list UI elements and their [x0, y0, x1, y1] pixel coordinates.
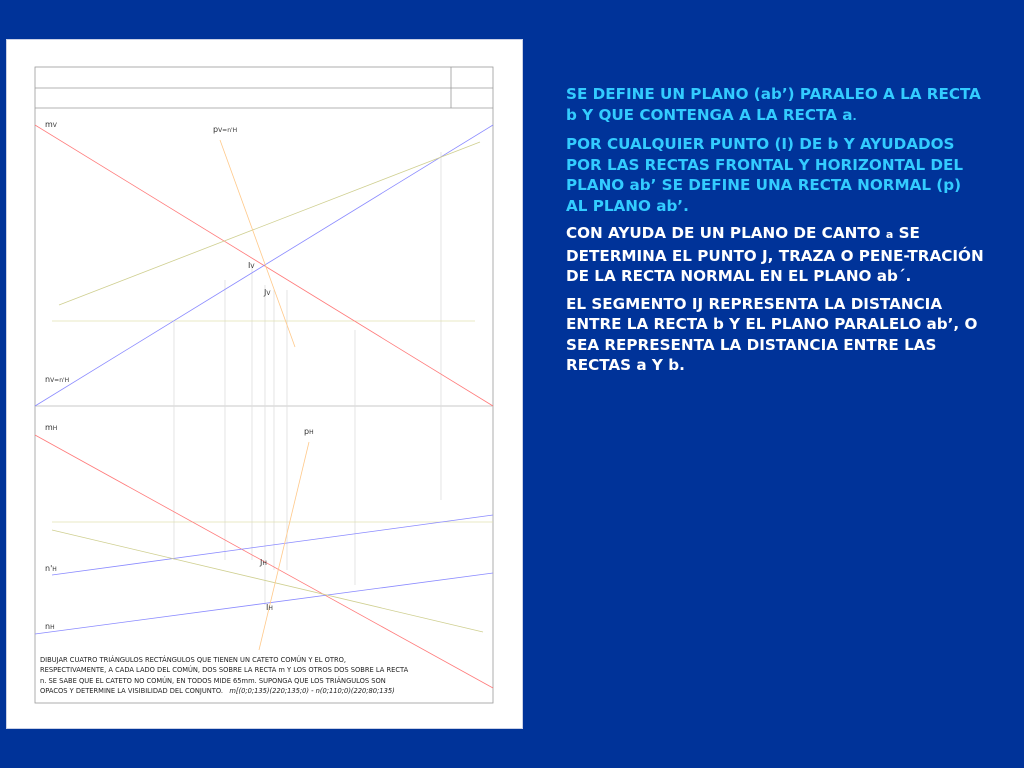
label-mh: mH	[45, 423, 58, 432]
sheet-frame	[35, 67, 493, 703]
line-nh	[35, 573, 493, 634]
explanation-text	[566, 84, 986, 383]
statement-line: RESPECTIVAMENTE, A CADA LADO DEL COMÚN, DOS SOBRE LA RECTA m Y LOS OTROS DOS SOBRE LA RECTA	[40, 666, 409, 675]
step-3-alpha: a	[885, 228, 894, 241]
label-jh: JH	[260, 558, 267, 567]
statement-line: DIBUJAR CUATRO TRIÁNGULOS RECTÁNGULOS QUE TIENEN UN CATETO COMÚN Y EL OTRO,	[40, 656, 346, 664]
border-frame	[35, 67, 493, 703]
descriptive-geometry-drawing	[7, 40, 522, 728]
label-iv: IV	[248, 261, 255, 270]
label-nh: nH	[45, 622, 55, 631]
step-1-text: SE DEFINE UN PLANO (ab’) PARALEO A LA RECTA b Y QUE CONTENGA A LA RECTA a	[566, 85, 981, 124]
explanation-step-3	[566, 223, 986, 287]
label-ih: IH	[266, 603, 273, 612]
label-nv: nV=n'H	[45, 375, 70, 384]
explanation-step-4: EL SEGMENTO IJ REPRESENTA LA DISTANCIA ENTRE LA RECTA b Y EL PLANO PARALELO ab’, O SEA REPRESENTA LA DISTANCIA ENTRE LAS RECTAS a Y b.	[566, 294, 978, 374]
statement-coordinates: m[(0;0;135)(220;135;0) - n(0;110;0)(220;80;135)	[229, 687, 395, 696]
step-1-period: .	[852, 109, 857, 123]
line-olive-upper	[59, 142, 480, 305]
statement-line: n. SE SABE QUE EL CATETO NO COMÚN, EN TODOS MIDE 65mm. SUPONGA QUE LOS TRIÁNGULOS SON	[40, 676, 386, 685]
step-3-text-b: SE DETERMINA EL PUNTO J, TRAZA O PENE-TRACIÓN DE LA RECTA NORMAL EN EL PLANO ab´.	[566, 224, 984, 285]
label-n2h: n'H	[45, 564, 57, 573]
label-ph: pH	[304, 427, 314, 436]
explanation-step-2: POR CUALQUIER PUNTO (I) DE b Y AYUDADOS POR LAS RECTAS FRONTAL Y HORIZONTAL DEL PLANO ab’ SE DEFINE UNA RECTA NORMAL (p) AL PLANO ab’.	[566, 135, 964, 215]
label-mv: mV	[45, 120, 57, 129]
step-3-text-a: CON AYUDA DE UN PLANO DE CANTO	[566, 224, 886, 242]
statement-text: OPACOS Y DETERMINE LA VISIBILIDAD DEL CONJUNTO.	[40, 687, 223, 696]
problem-statement	[40, 655, 495, 697]
statement-line	[40, 686, 495, 696]
drawing-sheet	[7, 40, 522, 728]
explanation-step-1	[566, 84, 986, 127]
normal-line-pv	[220, 140, 295, 347]
label-pv: pV=n'H	[213, 125, 238, 134]
label-jv: JV	[264, 288, 271, 297]
construction-lines	[174, 152, 441, 605]
